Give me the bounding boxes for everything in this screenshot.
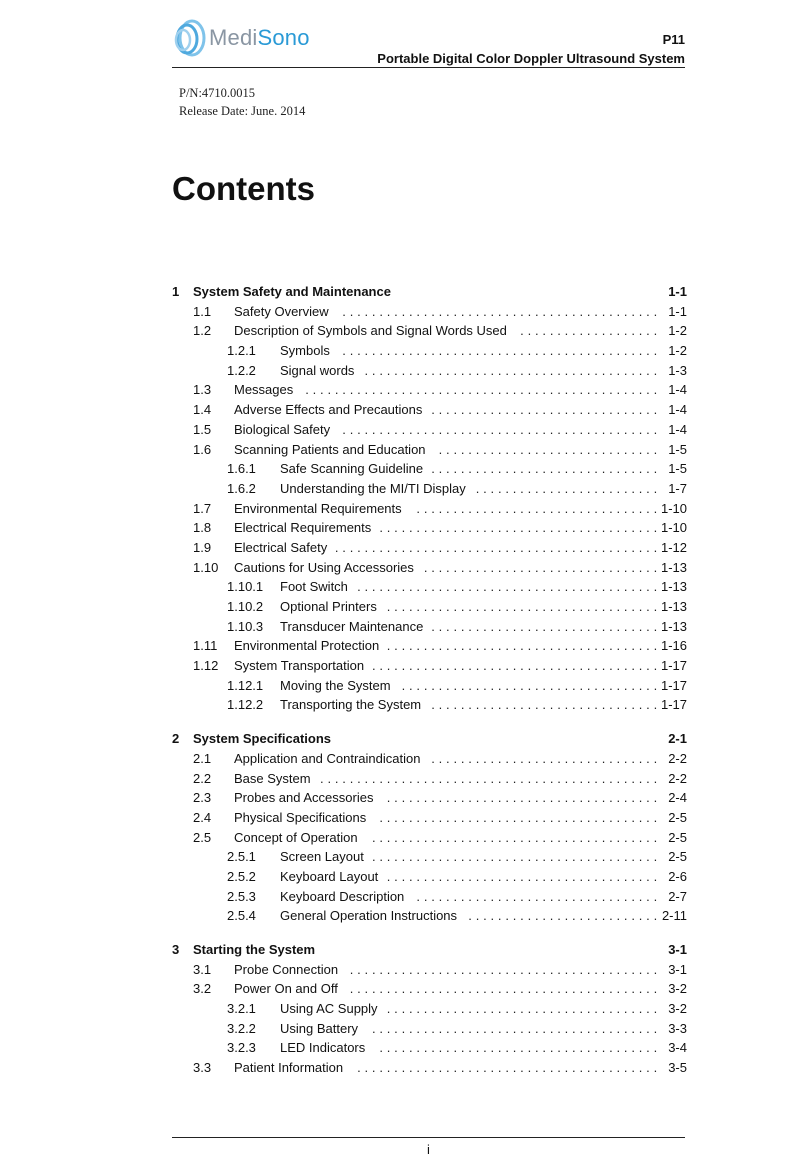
toc-title: Adverse Effects and Precautions xyxy=(234,402,423,418)
toc-title: Base System xyxy=(234,770,311,786)
toc-leader: .............................. xyxy=(438,441,661,457)
toc-title: Electrical Requirements xyxy=(234,520,372,536)
toc-number: 2.5 xyxy=(193,829,212,845)
toc-page: 1-13 xyxy=(660,618,687,634)
toc-number: 3 xyxy=(172,942,180,957)
toc-entry[interactable] xyxy=(172,999,691,1019)
toc-entry[interactable] xyxy=(172,558,691,578)
toc-leader: ..................................... xyxy=(386,1001,661,1017)
toc-title: Screen Layout xyxy=(280,849,364,865)
toc-number: 3.2.1 xyxy=(227,1001,256,1017)
toc-number: 1.2.1 xyxy=(227,343,256,359)
toc-title: Keyboard Description xyxy=(280,888,405,904)
toc-page: 1-12 xyxy=(660,539,687,555)
toc-chapter[interactable] xyxy=(172,940,691,960)
toc-leader: .......................................... xyxy=(349,961,661,977)
toc-page: 1-10 xyxy=(660,500,687,516)
toc-entry[interactable] xyxy=(172,617,691,637)
document-meta xyxy=(179,84,305,120)
medisono-logo xyxy=(172,16,310,60)
toc-entry[interactable] xyxy=(172,420,691,440)
toc-leader: ................................. xyxy=(416,888,661,904)
toc-entry[interactable] xyxy=(172,577,691,597)
toc-number: 2.2 xyxy=(193,770,212,786)
toc-entry[interactable] xyxy=(172,302,691,322)
toc-number: 2.1 xyxy=(193,750,212,766)
toc-leader: ..................................... xyxy=(386,599,661,614)
page-number: i xyxy=(427,1142,430,1157)
toc-page: 1-1 xyxy=(668,284,687,299)
toc-page: 1-17 xyxy=(660,697,687,713)
toc-number: 1.2 xyxy=(193,323,212,339)
toc-title: Concept of Operation xyxy=(234,829,358,845)
toc-title: System Safety and Maintenance xyxy=(193,284,391,299)
toc-title: Power On and Off xyxy=(234,981,338,997)
toc-title: Keyboard Layout xyxy=(280,868,379,884)
toc-title: Understanding the MI/TI Display xyxy=(280,480,466,496)
toc-number: 3.2.2 xyxy=(227,1020,256,1036)
toc-page: 1-2 xyxy=(668,343,687,359)
part-number: P/N:4710.0015 xyxy=(179,86,256,100)
toc-leader: ...................................... xyxy=(379,809,661,825)
toc-title: LED Indicators xyxy=(280,1040,366,1056)
toc-leader: ................................................ xyxy=(305,382,661,398)
toc-page: 1-2 xyxy=(668,323,687,339)
toc-number: 1.1 xyxy=(193,303,212,319)
toc-leader: ..................................... xyxy=(386,868,661,884)
toc-number: 3.2.3 xyxy=(227,1040,256,1056)
toc-page: 2-4 xyxy=(668,790,687,806)
toc-entry[interactable] xyxy=(172,440,691,460)
toc-page: 1-3 xyxy=(668,362,687,378)
toc-title: General Operation Instructions xyxy=(280,908,458,924)
toc-title: System Transportation xyxy=(234,658,365,674)
toc-page: 3-1 xyxy=(668,942,687,957)
toc-page: 3-1 xyxy=(668,961,687,977)
toc-leader: ...................................... xyxy=(379,1040,661,1056)
toc-entry[interactable] xyxy=(172,906,691,926)
toc-page: 1-7 xyxy=(668,480,687,496)
toc-leader: ......................................... xyxy=(357,579,661,595)
page-header xyxy=(172,14,685,70)
release-date: Release Date: June. 2014 xyxy=(179,104,306,118)
toc-title: Application and Contraindication xyxy=(234,750,421,766)
toc-leader: ...................................... xyxy=(379,520,661,536)
toc-leader: ............................... xyxy=(431,750,661,766)
toc-number: 2.5.3 xyxy=(227,888,256,904)
toc-leader: ......................... xyxy=(475,480,661,496)
toc-title: Environmental Protection xyxy=(234,638,380,654)
logo-mark-icon xyxy=(172,18,206,58)
toc-title: System Specifications xyxy=(193,731,331,747)
toc-page: 3-4 xyxy=(668,1040,687,1056)
toc-entry[interactable] xyxy=(172,479,691,499)
toc-leader: ............................... xyxy=(431,697,661,713)
toc-page: 1-17 xyxy=(660,658,687,674)
toc-title: Foot Switch xyxy=(280,579,348,595)
toc-title: Transducer Maintenance xyxy=(280,618,424,634)
toc-chapter[interactable] xyxy=(172,282,691,302)
toc-page: 1-13 xyxy=(660,559,687,575)
toc-title: Physical Specifications xyxy=(234,809,367,825)
toc-title: Symbols xyxy=(280,343,330,359)
product-name: Portable Digital Color Doppler Ultrasound System xyxy=(377,51,685,66)
toc-title: Starting the System xyxy=(193,942,316,957)
toc-title: Probes and Accessories xyxy=(234,790,374,806)
toc-number: 1.12.2 xyxy=(227,697,264,713)
toc-entry[interactable] xyxy=(172,636,691,656)
toc-leader: ............................... xyxy=(431,402,661,418)
toc-number: 3.2 xyxy=(193,981,212,997)
toc-leader: ............................... xyxy=(431,461,661,477)
toc-page: 1-13 xyxy=(660,579,687,595)
toc-title: Electrical Safety xyxy=(234,539,328,555)
toc-page: 1-5 xyxy=(668,441,687,457)
toc-page: 2-11 xyxy=(661,908,687,924)
toc-leader: .......................................... xyxy=(349,981,661,997)
toc-title: Using AC Supply xyxy=(280,1001,378,1017)
toc-entry[interactable] xyxy=(172,979,691,999)
toc-leader: ........................................... xyxy=(342,421,661,437)
toc-entry[interactable] xyxy=(172,341,691,361)
toc-page: 3-2 xyxy=(668,1001,687,1017)
toc-title: Transporting the System xyxy=(280,697,422,713)
toc-entry[interactable] xyxy=(172,597,691,617)
toc-entry[interactable] xyxy=(172,1019,691,1039)
toc-number: 2.3 xyxy=(193,790,212,806)
toc-chapter[interactable] xyxy=(172,729,691,749)
toc-entry[interactable] xyxy=(172,499,691,519)
toc-leader: ................... xyxy=(520,323,661,339)
toc-entry[interactable] xyxy=(172,749,691,769)
toc-number: 1.10.1 xyxy=(227,579,264,595)
toc-page: 1-13 xyxy=(660,599,687,614)
toc-number: 1.10.2 xyxy=(227,599,264,614)
toc-page: 2-2 xyxy=(668,750,687,766)
toc-leader: ............................... xyxy=(431,618,661,634)
toc-entry[interactable] xyxy=(172,656,691,676)
toc-page: 2-5 xyxy=(668,809,687,825)
toc-number: 1.10.3 xyxy=(227,618,264,634)
toc-leader: ................................. xyxy=(416,500,661,516)
header-rule xyxy=(172,67,685,68)
toc-title: Probe Connection xyxy=(234,961,339,977)
toc-title: Optional Printers xyxy=(280,599,377,614)
toc-title: Environmental Requirements xyxy=(234,500,402,516)
toc-leader: ........................................... xyxy=(342,343,661,359)
toc-number: 1.10 xyxy=(193,559,219,575)
toc-title: Moving the System xyxy=(280,677,391,693)
toc-page: 2-6 xyxy=(668,868,687,884)
toc-title: Description of Symbols and Signal Words Used xyxy=(234,323,507,339)
toc-title: Scanning Patients and Education xyxy=(234,441,426,457)
toc-title: Signal words xyxy=(280,362,355,378)
toc-number: 1.7 xyxy=(193,500,212,516)
table-of-contents xyxy=(172,282,691,1078)
toc-title: Messages xyxy=(234,382,294,398)
toc-page: 2-7 xyxy=(668,888,687,904)
toc-page: 3-2 xyxy=(668,981,687,997)
toc-number: 3.3 xyxy=(193,1060,212,1076)
toc-page: 1-4 xyxy=(668,382,687,398)
toc-title: Cautions for Using Accessories xyxy=(234,559,414,575)
toc-number: 1.12 xyxy=(193,658,219,674)
toc-number: 2.5.4 xyxy=(227,908,256,924)
toc-title: Biological Safety xyxy=(234,421,331,437)
toc-entry[interactable] xyxy=(172,321,691,341)
toc-number: 2.4 xyxy=(193,809,212,825)
toc-entry[interactable] xyxy=(172,1058,691,1078)
toc-number: 2 xyxy=(172,731,180,747)
toc-title: Safe Scanning Guideline xyxy=(280,461,424,477)
toc-leader: ....................................... xyxy=(371,829,661,845)
toc-leader: .......................... xyxy=(468,908,661,924)
toc-entry[interactable] xyxy=(172,769,691,789)
toc-entry[interactable] xyxy=(172,459,691,479)
toc-entry[interactable] xyxy=(172,361,691,381)
toc-entry[interactable] xyxy=(172,960,691,980)
toc-leader: ........................................... xyxy=(342,303,661,319)
toc-entry[interactable] xyxy=(172,380,691,400)
toc-leader: ........................................ xyxy=(364,362,661,378)
toc-entry[interactable] xyxy=(172,847,691,867)
toc-number: 3.1 xyxy=(193,961,212,977)
toc-number: 1.8 xyxy=(193,520,212,536)
toc-leader: ....................................... xyxy=(371,849,661,865)
toc-page: 2-5 xyxy=(668,829,687,845)
toc-entry[interactable] xyxy=(172,695,691,715)
toc-entry[interactable] xyxy=(172,1038,691,1058)
toc-leader: .............................................. xyxy=(320,770,661,786)
toc-leader: ............................................ xyxy=(334,539,661,555)
toc-page: 3-5 xyxy=(668,1060,687,1076)
toc-entry[interactable] xyxy=(172,828,691,848)
logo-text: MediSono xyxy=(209,25,310,50)
toc-entry[interactable] xyxy=(172,788,691,808)
toc-entry[interactable] xyxy=(172,538,691,558)
toc-title: Using Battery xyxy=(280,1020,359,1036)
model-name: P11 xyxy=(662,32,685,47)
toc-page: 3-3 xyxy=(668,1020,687,1036)
toc-leader: ................................... xyxy=(401,677,661,693)
toc-leader: ......................................... xyxy=(357,1060,661,1076)
toc-number: 1.3 xyxy=(193,382,212,398)
toc-page: 1-4 xyxy=(668,421,687,437)
toc-number: 1.12.1 xyxy=(227,677,264,693)
toc-page: 1-16 xyxy=(660,638,687,654)
toc-page: 1-17 xyxy=(660,677,687,693)
toc-entry[interactable] xyxy=(172,400,691,420)
toc-page: 2-2 xyxy=(668,770,687,786)
toc-number: 1.5 xyxy=(193,421,212,437)
toc-leader: ....................................... xyxy=(371,658,661,674)
toc-number: 1.2.2 xyxy=(227,362,256,378)
toc-page: 1-5 xyxy=(668,461,687,477)
toc-number: 1.6 xyxy=(193,441,212,457)
toc-leader: ..................................... xyxy=(386,790,661,806)
toc-page: 1-1 xyxy=(668,303,687,319)
toc-page: 2-1 xyxy=(668,731,687,747)
toc-leader: ..................................... xyxy=(386,638,661,654)
toc-number: 1.6.1 xyxy=(227,461,256,477)
toc-leader: ................................ xyxy=(423,559,661,575)
footer-rule xyxy=(172,1137,685,1138)
toc-entry[interactable] xyxy=(172,867,691,887)
toc-number: 1.11 xyxy=(193,638,218,654)
toc-title: Safety Overview xyxy=(234,303,329,319)
toc-entry[interactable] xyxy=(172,676,691,696)
toc-number: 2.5.2 xyxy=(227,868,256,884)
header-titles xyxy=(377,30,685,68)
toc-page: 2-5 xyxy=(668,849,687,865)
toc-page: 1-10 xyxy=(660,520,687,536)
toc-title: Patient Information xyxy=(234,1060,344,1076)
toc-number: 1.6.2 xyxy=(227,480,256,496)
toc-leader: ....................................... xyxy=(371,1020,661,1036)
toc-number: 2.5.1 xyxy=(227,849,256,865)
toc-entry[interactable] xyxy=(172,808,691,828)
toc-entry[interactable] xyxy=(172,887,691,907)
toc-page: 1-4 xyxy=(668,402,687,418)
toc-number: 1 xyxy=(172,284,180,299)
toc-number: 1.9 xyxy=(193,539,212,555)
page-title: Contents xyxy=(172,170,315,207)
toc-entry[interactable] xyxy=(172,518,691,538)
toc-number: 1.4 xyxy=(193,402,212,418)
